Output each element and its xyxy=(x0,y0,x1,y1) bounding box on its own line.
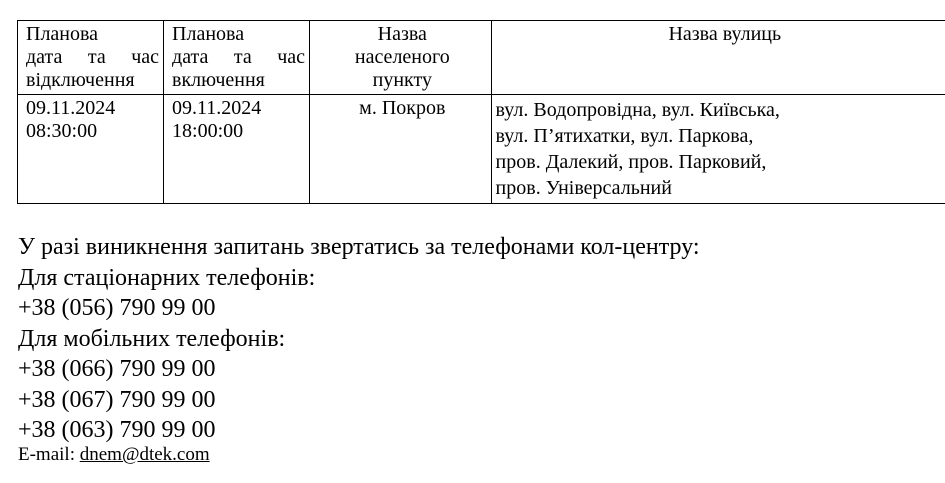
email-label: E-mail: xyxy=(18,444,75,465)
street-line: пров. Універсальний xyxy=(495,177,672,199)
email-link[interactable]: dnem@dtek.com xyxy=(79,444,210,465)
street-line: вул. Водопровідна, вул. Київська, xyxy=(495,99,780,121)
header-on-time-line: Планова xyxy=(172,23,245,45)
mobile-phone: +38 (063) 790 99 00 xyxy=(18,417,216,443)
header-on-time-line: дата та час xyxy=(172,46,306,68)
header-locality-line: пункту xyxy=(372,69,432,91)
cell-locality xyxy=(310,95,492,204)
landline-label: Для стаціонарних телефонів: xyxy=(18,264,316,291)
table-row xyxy=(18,95,945,204)
table-header-row xyxy=(18,21,945,95)
mobile-label: Для мобільних телефонів: xyxy=(18,325,286,352)
outage-schedule-table xyxy=(17,20,945,204)
cell-streets xyxy=(491,95,945,204)
contact-notice xyxy=(18,232,700,446)
email-line xyxy=(18,443,210,467)
off-date: 09.11.2024 xyxy=(26,97,116,119)
mobile-phone: +38 (066) 790 99 00 xyxy=(18,356,216,382)
header-locality-line: Назва xyxy=(377,23,427,45)
on-date: 09.11.2024 xyxy=(172,97,262,119)
cell-on-datetime xyxy=(164,95,310,204)
locality-name: м. Покров xyxy=(359,97,446,119)
cell-off-datetime xyxy=(18,95,164,204)
header-off-time-line: відключення xyxy=(26,69,135,91)
header-on-time-line: включення xyxy=(172,69,265,91)
header-off-time-line: Планова xyxy=(26,23,99,45)
mobile-phone: +38 (067) 790 99 00 xyxy=(18,386,216,413)
street-line: вул. П’ятихатки, вул. Паркова, xyxy=(495,125,754,147)
header-streets xyxy=(491,21,945,95)
header-streets-text: Назва вулиць xyxy=(668,23,782,45)
landline-phone: +38 (056) 790 99 00 xyxy=(18,295,216,321)
street-line: пров. Далекий, пров. Парковий, xyxy=(495,151,767,173)
header-off-time-line: дата та час xyxy=(26,46,160,68)
header-locality-line: населеного xyxy=(354,46,450,68)
header-on-time xyxy=(164,21,310,95)
header-off-time xyxy=(18,21,164,95)
header-locality xyxy=(310,21,492,95)
notice-intro: У разі виникнення запитань звертатись за телефонами кол-центру: xyxy=(18,234,700,260)
off-time: 08:30:00 xyxy=(26,120,98,142)
on-time: 18:00:00 xyxy=(172,120,244,142)
